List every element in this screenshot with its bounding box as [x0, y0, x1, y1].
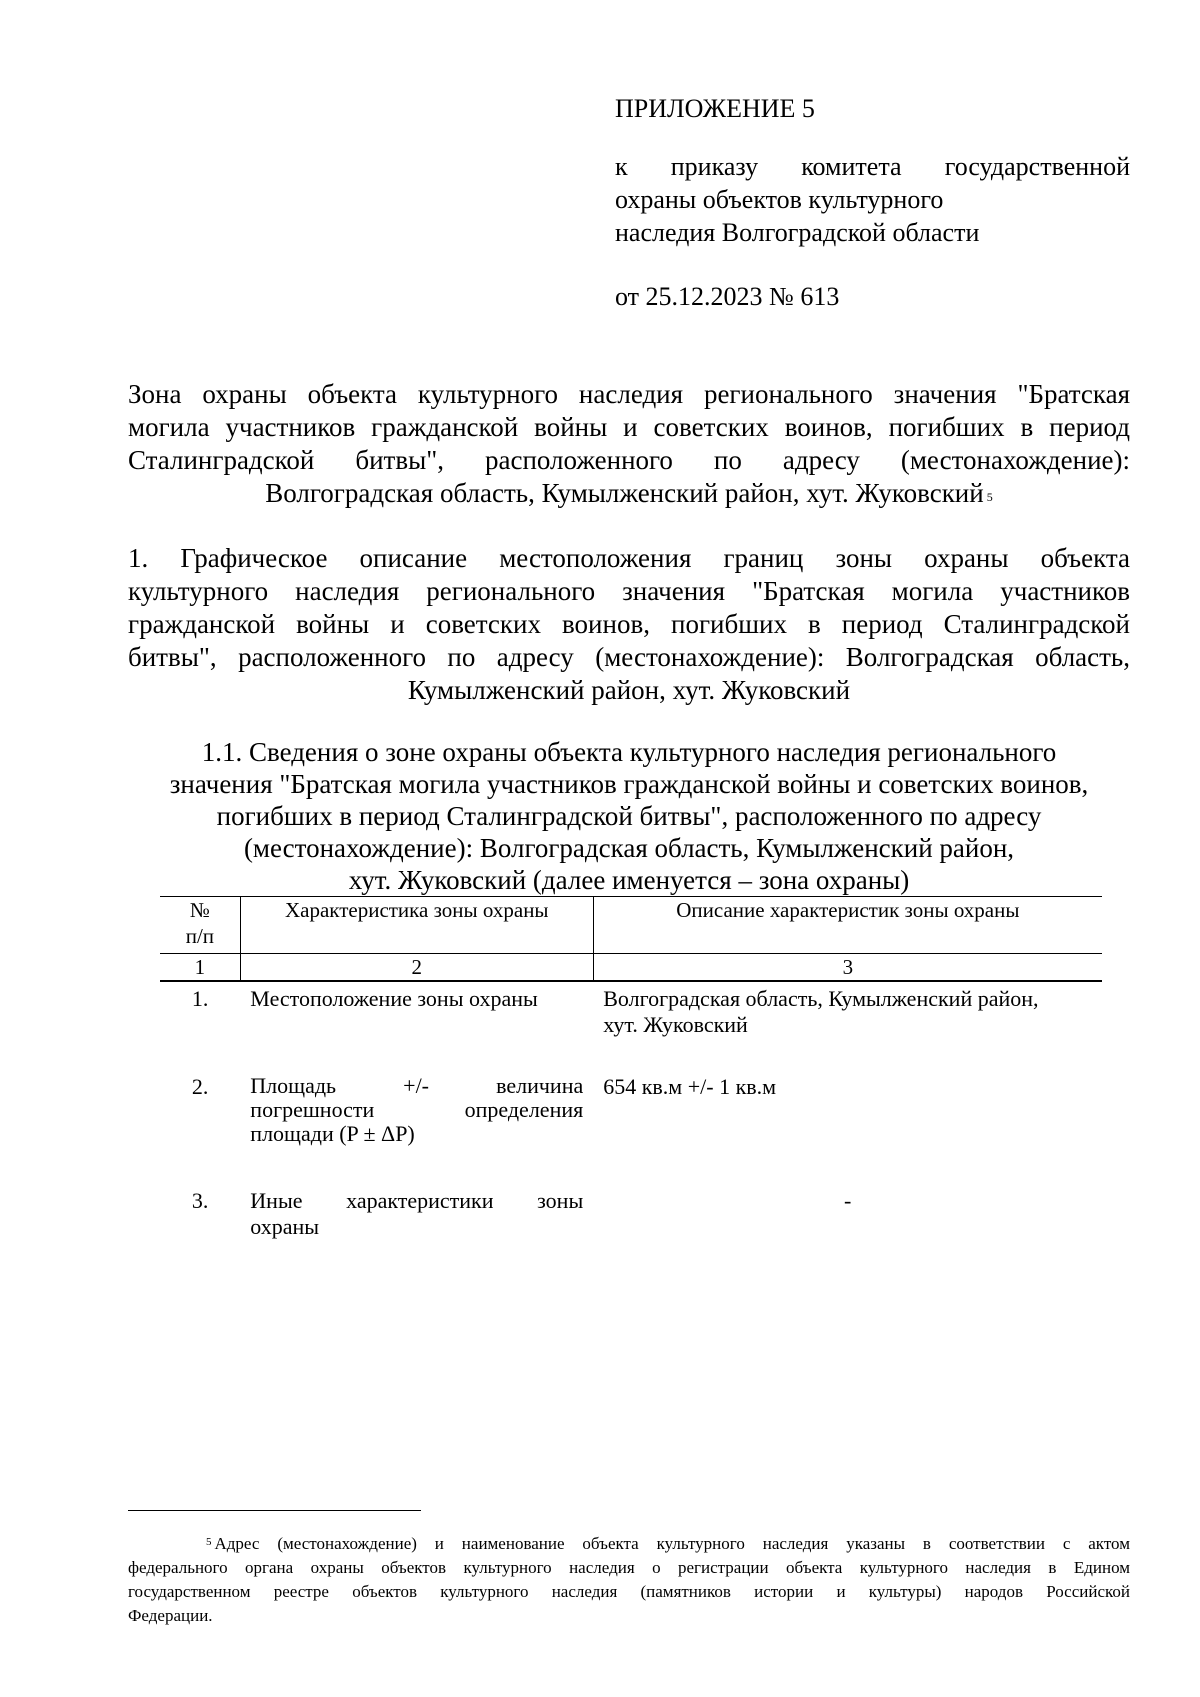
heading-line: Волгоградская область, Кумылженский район, хут. Жуковский: [265, 478, 984, 508]
row-characteristic: Местоположение зоны охраны: [250, 986, 538, 1011]
header-number: [160, 897, 240, 954]
section-line: гражданской войны и советских воинов, погибших в период Сталинградской: [128, 609, 1130, 639]
footnote-text: Адрес (местонахождение) и наименование объекта культурного наследия указаны в соответствии с актом: [214, 1534, 1130, 1553]
column-index: 3: [593, 954, 1102, 982]
header-number-sign: №: [189, 898, 210, 922]
subsection-line: 1.1. Сведения о зоне охраны объекта культурного наследия регионального: [201, 737, 1057, 767]
footnote-line: государственном реестре объектов культурного наследия (памятников истории и культуры) народов Российской: [128, 1582, 1130, 1601]
table-row: [160, 1070, 1102, 1184]
table-row: [160, 1184, 1102, 1258]
table-row: [160, 981, 1102, 1070]
section-line: битвы", расположенного по адресу (местонахождение): Волгоградская область,: [128, 642, 1130, 672]
row-characteristic: [240, 1184, 593, 1258]
subsection-line: (местонахождение): Волгоградская область, Кумылженский район,: [243, 833, 1015, 863]
row-number: 2.: [191, 1074, 209, 1099]
subsection-1-1-heading: [128, 736, 1130, 896]
zone-info-table: [160, 896, 1102, 1258]
appendix-line: охраны объектов культурного: [615, 185, 944, 214]
row-description-line: Волгоградская область, Кумылженский район,: [603, 986, 1039, 1011]
footnote-line: федерального органа охраны объектов культурного наследия о регистрации объекта культурного наследия в Едином: [128, 1558, 1130, 1577]
section-1-heading: [128, 542, 1130, 707]
column-index: 2: [240, 954, 593, 982]
appendix-line: наследия Волгоградской области: [615, 218, 980, 247]
row-number: 3.: [191, 1188, 209, 1213]
appendix-reference: [615, 150, 1130, 249]
section-line: культурного наследия регионального значения "Братская могила участников: [128, 576, 1130, 606]
header-description: Описание характеристик зоны охраны: [593, 897, 1102, 954]
footnote: [128, 1532, 1130, 1628]
section-line: 1. Графическое описание местоположения границ зоны охраны объекта: [128, 543, 1130, 573]
subsection-line: погибших в период Сталинградской битвы", расположенного по адресу: [216, 801, 1042, 831]
section-line: Кумылженский район, хут. Жуковский: [407, 675, 851, 705]
subsection-line: хут. Жуковский (далее именуется – зона охраны): [348, 865, 910, 895]
footnote-line: [128, 1532, 1130, 1556]
header-number-pp: п/п: [185, 924, 215, 948]
footnote-line: Федерации.: [128, 1606, 213, 1625]
row-description: -: [843, 1188, 852, 1213]
appendix-title: ПРИЛОЖЕНИЕ 5: [615, 94, 815, 123]
row-description-line: хут. Жуковский: [603, 1012, 748, 1037]
appendix-order-date: от 25.12.2023 № 613: [615, 282, 840, 311]
row-characteristic-line: охраны: [250, 1214, 320, 1239]
table-index-row: [160, 954, 1102, 982]
table-header-row: [160, 897, 1102, 954]
subsection-line: значения "Братская могила участников гражданской войны и советских воинов,: [169, 769, 1089, 799]
heading-line: Зона охраны объекта культурного наследия регионального значения "Братская: [128, 379, 1130, 409]
row-description: 654 кв.м +/- 1 кв.м: [603, 1074, 777, 1099]
footnote-separator: [128, 1510, 421, 1511]
footnote-reference[interactable]: 5: [986, 490, 993, 504]
row-characteristic-line: площади (P ± ΔP): [250, 1121, 415, 1146]
row-number: 1.: [191, 986, 209, 1011]
appendix-line: к приказу комитета государственной: [615, 152, 1130, 181]
heading-line: могила участников гражданской войны и советских воинов, погибших в период: [128, 412, 1130, 442]
row-description: [593, 981, 1102, 1070]
heading-line-address: [128, 477, 1130, 510]
row-characteristic-line: погрешности определения: [250, 1097, 584, 1122]
row-characteristic-line: Площадь +/- величина: [250, 1073, 584, 1098]
footnote-marker: 5: [206, 1536, 212, 1548]
heading-line: Сталинградской битвы", расположенного по адресу (местонахождение):: [128, 445, 1130, 475]
row-characteristic-line: Иные характеристики зоны: [250, 1188, 584, 1213]
header-characteristic: Характеристика зоны охраны: [240, 897, 593, 954]
row-characteristic: [240, 1070, 593, 1184]
zone-heading: [128, 378, 1130, 510]
column-index: 1: [160, 954, 240, 982]
